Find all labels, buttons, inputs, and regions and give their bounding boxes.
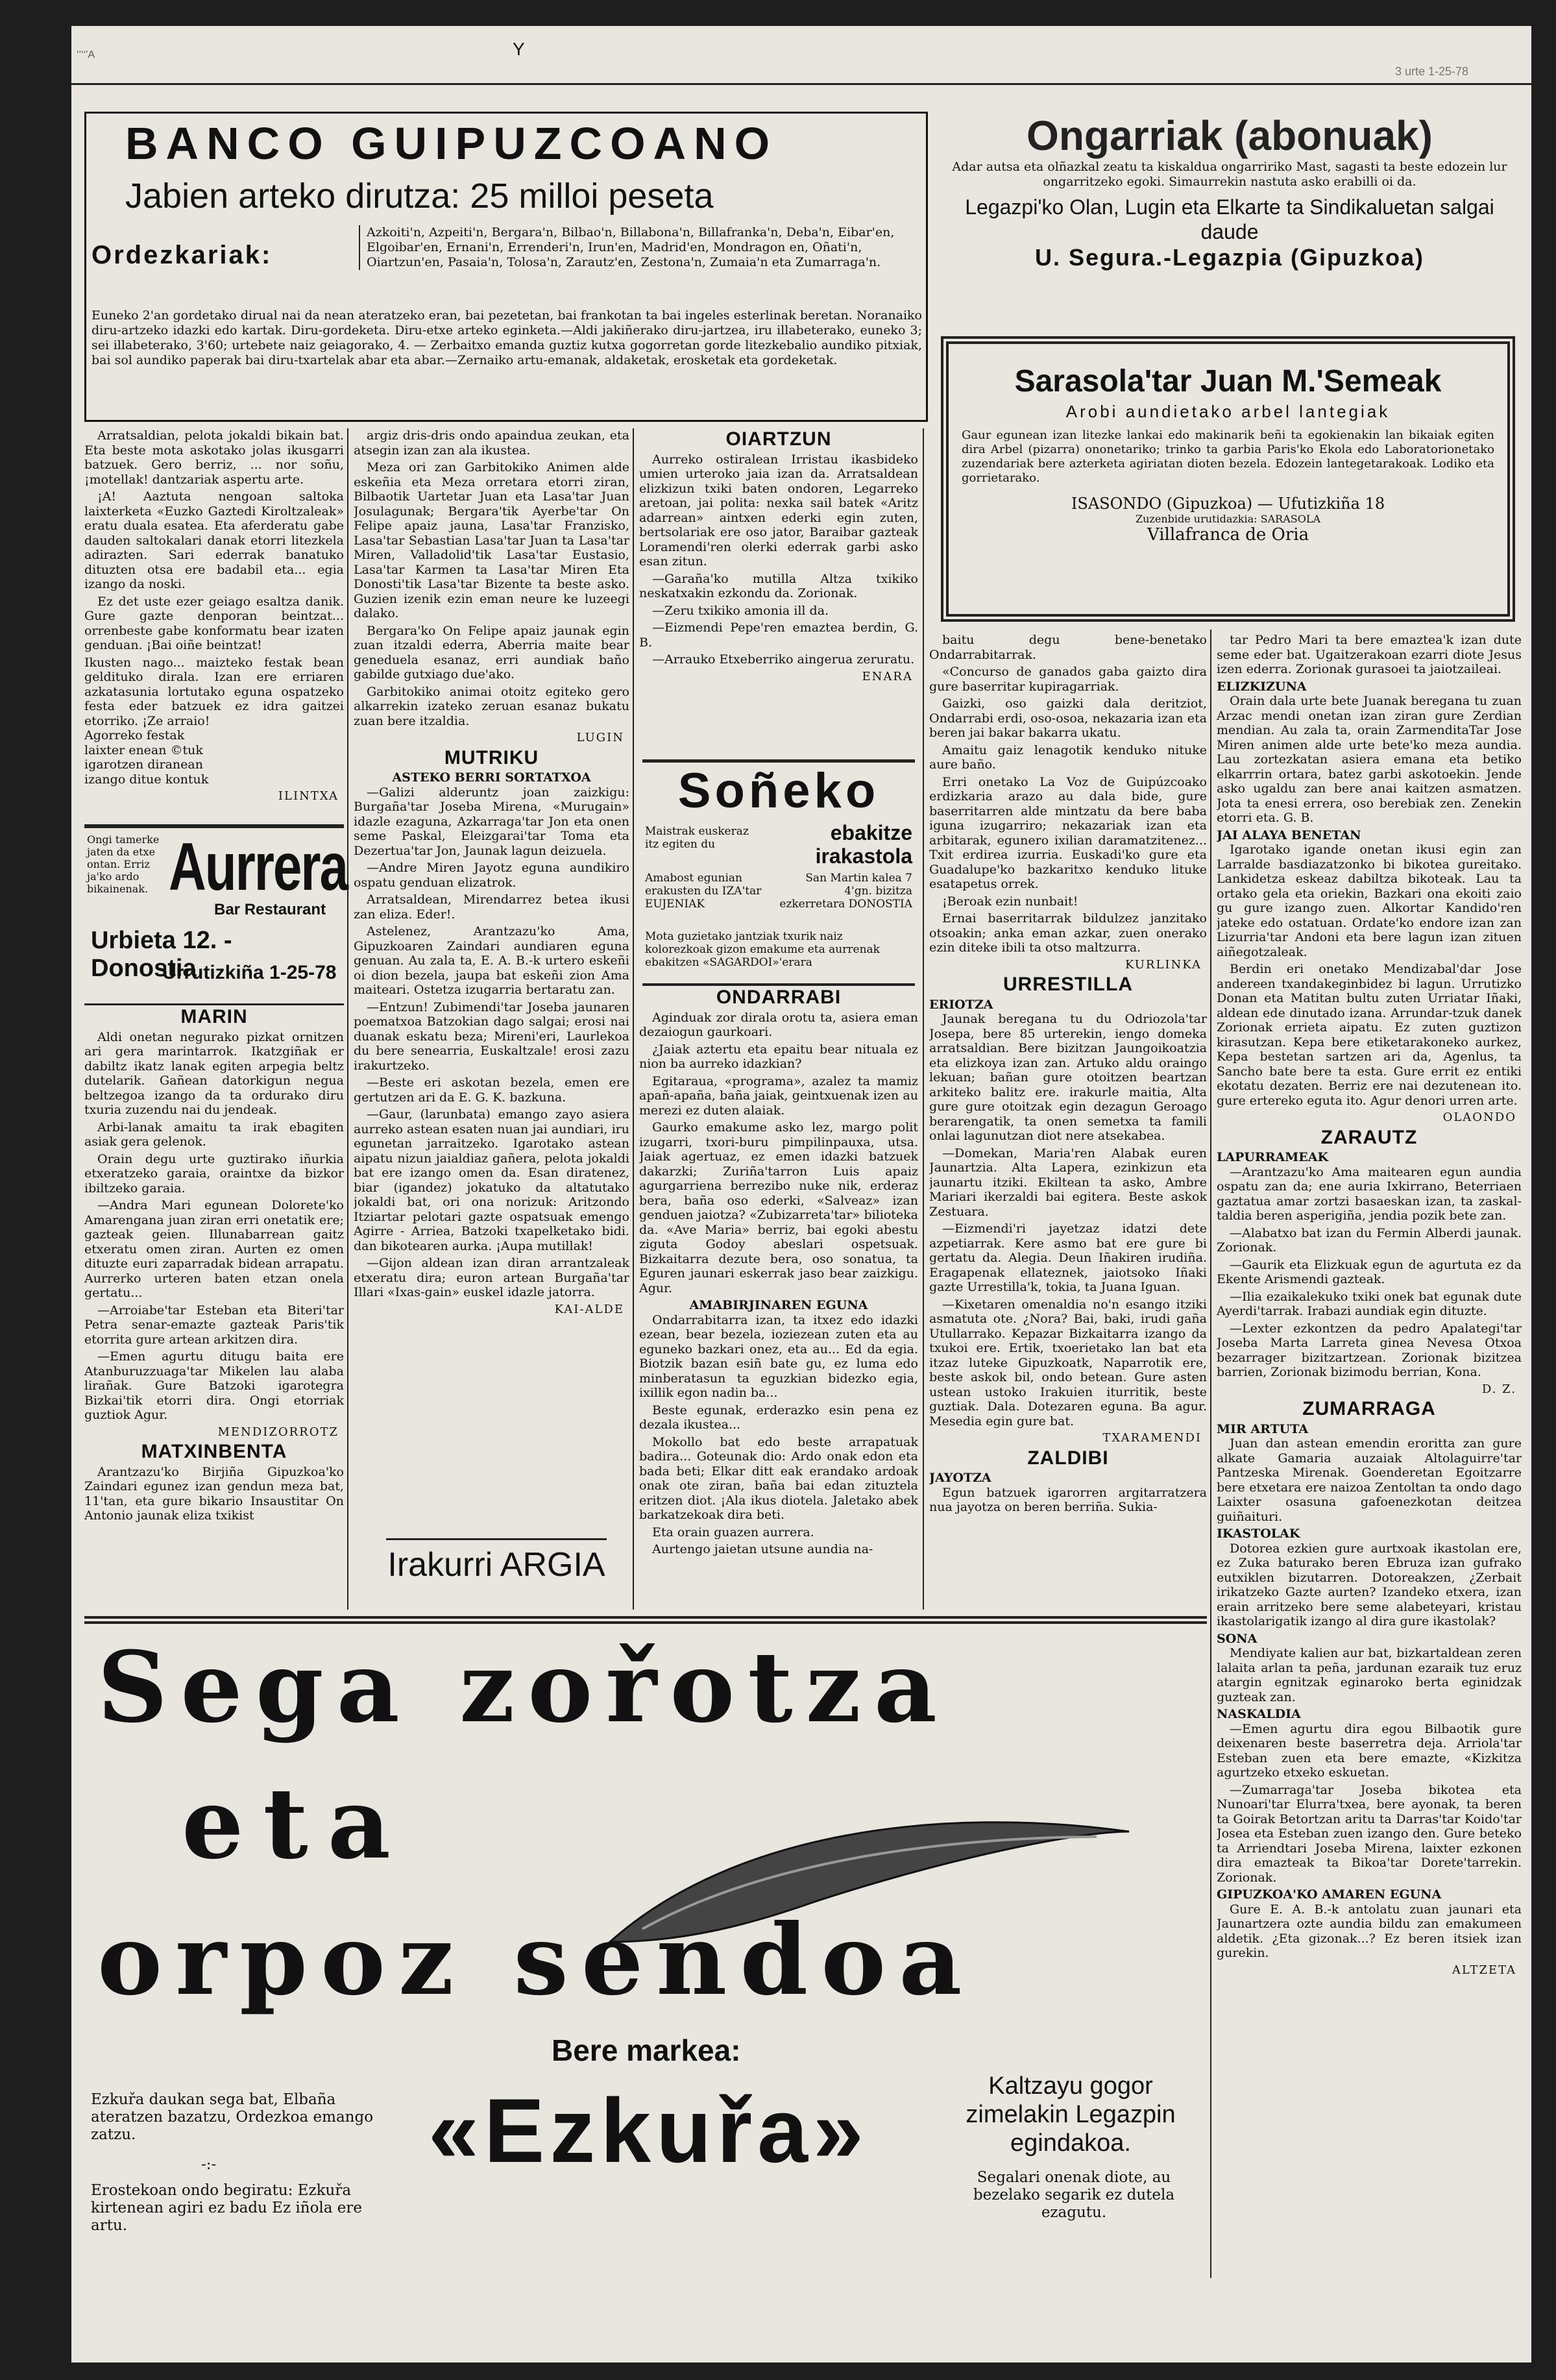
ondarrabi-p7: Mokollo bat edo beste arrapatuak badira... Goteunak dio: Ardo onak edon eta bada beti; Elkar ditt eak erandako ardoak onak ote ziran, baña bai edan zituztela eritzen diot. ¡Ala ikus diotela. Jaletako abek barkatzekoak dira beti. (639, 1434, 918, 1522)
banco-subtitle: Jabien arteko dirutza: 25 milloi peseta (125, 177, 714, 215)
col5-p3: Igarotako igande onetan ikusi egin zan Larralde basdiazatzonko bi bikotea gureitako. Lankidetza eskeaz dabiltza bikoteak. Lau ta ortako gela eta oriekin, Bazkari ona ekoiti zaio gu gure izango zuen. Alkortar Kandido'ren jateke edo ostatuan. Ordate'ko endore izan zan Lizurria'tar Andoni eta bere lagun izan zituen aiñegotzaleak. (1217, 842, 1522, 959)
matxinbenta-p1: Arantzazu'ko Birjiña Gipuzkoa'ko Zaindari egunez izan gendun meza bat, 11'tan, eta gure bikario Insaustitar On Antonio jaunak eliza txikist (84, 1464, 344, 1523)
ondarrabi-p9: Aurtengo jaietan utsune aundia na- (652, 1542, 873, 1556)
ezkura-right1: Kaltzayu gogor zimelakin Legazpin egindakoa. (966, 2072, 1176, 2157)
col1-p2: ¡A! Aaztuta nengoan saltoka laixterketa «Euzko Gaztedi Kiroltzaleak» eratu duala esatea. Eta aferderatu gabe dauden saltokalari danak etorri litezkela adirazten. Sari ederrak banatuko dituzten otsa ere badabil eta... egia izango da noski. (84, 489, 344, 591)
ondarrabi-p4: Gaurko emakume asko lez, margo polit izugarri, txori-buru pimpilinpauxa, utsa. Jaiak agertuaz, ez emen idazki batzuek dakarzki; Zuriña'tarron Luis apaiz agurgarriena berrezibo nuke nik, erderaz bera, baña oso ederki, «Salveaz» izan genduen jaiotza? «Zubizarreta'tar» bilioteka da. «Ave Maria» berriz, bai egoki abestu ziguta Godoy abeslari ospetsuak. Bizkaitarra dezute bera, oso sonatua, ta Eguren jaunari eskerrak jaso bear zaizkigu. Agur. (639, 1120, 918, 1295)
marin-p4: —Andra Mari egunean Dolorete'ko Amarengana juan ziran erri onetatik ere; gazteak geien. Illunabarrean gaitz etxeratu omen ziran. Aurten ez omen dituzte euri zaparradak bidean arrapatu. Aurrerko urteren baten etzan onela gertatu... (84, 1198, 344, 1300)
col1-verse: Ikusten nago... maizteko festak bean geldituko dirala. Izan ere erriaren azkatasunia lortutako eguna ospatzeko festa eder batzuek ez idra gaitzei etorriko. ¡Ze arraio! Agorreko festak laixter enean ©tuk igarotzen diranean izango ditue kontuk (84, 655, 344, 787)
column-5 (1217, 633, 1522, 2275)
ezkura-left2: Erostekoan ondo begiratu: Ezkuřa kirtenean agiri ez badu Ez iñola ere artu. (91, 2182, 363, 2234)
marin-p1: Aldi onetan negurako pizkat ornitzen ari gera marintarrok. Ikatzgiñak er dabiltz ikatz lanak egiten arpegia beltz dutelarik. Gañean datorkigun negua beltzegoa izango da ta ordurako diru txuria zuzendu nai du jendeak. (84, 1029, 344, 1117)
urrestilla-title: URRESTILLA (1003, 974, 1133, 995)
col4-p3: Gaizki, oso gaizki dala deritziot, Ondarrabi erdi, oso-osoa, nekazaria izan eta beren jai bakar bakarra ukatu. (929, 696, 1207, 740)
irakurri-argia: Irakurri ARGIA (386, 1538, 607, 1584)
col1-p1: Arratsaldian, pelota jokaldi bikain bat. Eta beste mota askotako jolas ikusgarri batzuek. Gero berriz, ... nor soñu, ¡motellak! dantzariak aspertu arte. (84, 428, 344, 487)
mutriku-p5: —Entzun! Zubimendi'tar Joseba jaunaren poematxoa Batzokian dago salgai; erosi nai duanak eskatu beza; Mireni'eri, Laurlekoa du bere senearria, Euskaltzale! erosi zazu irakurtzeko. (354, 1000, 629, 1073)
marin-p5: —Arroiabe'tar Esteban eta Biteri'tar Petra senar-emazte gazteak Paris'tik etorrita gure artean arkitzen dira. (84, 1303, 344, 1347)
oiartzun-p1: Aurreko ostiralean Irristau ikasbideko umien urteroko jaia izan da. Arratsaldean elizkizun txiki baten ondoren, Legarreko aretoan, jai polita: nexka sail batek «Aritz adarrean» aintxen ederki egin zuten, bertsolariak ere oso jator, Baraibar gazteak Loramendi'ren olerki ederrak garbi asko esan zitun. (639, 452, 918, 569)
ondarrabi-p3: Egitaraua, «programa», azalez ta mamiz apañ-apaña, baña jaiak, geintxuenak izen au merezi ez duten alaiak. (639, 1073, 918, 1118)
col4-sign: KURLINKA (1124, 957, 1202, 972)
ongarriak-title: Ongarriak (abonuak) (1027, 112, 1433, 159)
col4-p4: Amaitu gaiz lenagotik kenduko nituke aure baño. (929, 742, 1207, 772)
soneko-ad (642, 759, 915, 986)
col1-sign: ILINTXA (278, 789, 339, 803)
aurrera-ad (84, 824, 348, 1005)
zumarraga-p6: Gure E. A. B.-k antolatu zuan jaunari eta Jaunartzera ozte aundia bildu zan emakumeen aldetik. ¿Eta gizonak...? Ez beren itsiek izan gurekin. (1217, 1902, 1522, 1960)
mutriku-p8: —Gijon aldean izan diran arrantzaleak etxeratu dira; euron artean Burgaña'tar Illari «Ixas-gain» euskel idazle jatorra. (354, 1256, 629, 1299)
column-rule-3 (923, 428, 924, 1610)
banco-body: Euneko 2'an gordetako dirual nai da nean ateratzeko eran, bai pezetetan, bai frankotan ta bai ingeles esterlinak beretan. Noranaiko diru-artzeko idazki edo kartak. Diru-gordeketa. Diru-etxe arteko eginketa.—Aldi jakiñerako diru-jartzea, iru illabeterako, euneko 3; sei illabeterako, 3'60; urtebete naiz geiagorako, 4. — Zerbaitxo emanda guztiz kutxa gogorretan gorde litezkebalio aundiko pitxiak, bai sol aundiko paperak bai diru-txartelak abar eta abar.—Zernaiko artu-emanak, aldaketak, erosketak eta gordeketak. (91, 308, 922, 367)
ezkura-line3: orpoz sendoa (97, 1903, 975, 2017)
zarautz-p1: —Arantzazu'ko Ama maitearen egun aundia ospatu zan da; ene auria Ixkirrano, Beterriaen gaztatua amar zortzi basaeskan izan, ta zaskal-taldia beren asperigiña, jendia pozik bete zan. (1217, 1164, 1522, 1223)
mutriku-sign: KAI-ALDE (554, 1302, 624, 1316)
zumarraga-title: ZUMARRAGA (1302, 1398, 1436, 1419)
zaldibi-heading: JAYOTZA (929, 1471, 991, 1485)
marin-title: MARIN (180, 1006, 248, 1027)
zarautz-p3: —Gaurik eta Elizkuak egun de agurtuta ez da Ekente Arismendi gazteak. (1217, 1257, 1522, 1286)
col4-p1: baitu degu bene-benetako Ondarrabitarrak. (929, 633, 1207, 662)
mutriku-p1: —Galizi alderuntz joan zaizkigu: Burgaña'tar Joseba Mirena, «Murugain» idazle ezaguna, Azkarraga'tar Jon eta onen seme Paskal, Eleizgarai'tar Toma eta Dezertua'tar Jon, Jaunak lagun deizuela. (354, 785, 629, 858)
ongarriak-line2: Legazpi'ko Olan, Lugin eta Elkarte ta Sindikaluetan salgai daude (965, 195, 1494, 243)
marin-p3: Orain degu urte guztirako iñurkia etxeratzeko garaia, oraintxe da bizkor ibiltzeko garaia. (84, 1151, 344, 1196)
zaldibi-title: ZALDIBI (1027, 1447, 1109, 1469)
masthead-center: Y (513, 39, 525, 59)
oiartzun-p5: —Arrauko Etxeberriko aingerua zeruratu. (652, 652, 915, 667)
marin-p6: —Emen agurtu ditugu baita ere Atanburuzzuaga'tar Mikelen lau alaba lirañak. Gure Batzoki igarotegra Bizkai'tik etorri dira. Ongi etorriak guztiok Agur. (84, 1349, 344, 1422)
column-4 (929, 633, 1207, 1610)
ezkura-line2: eta (182, 1767, 410, 1881)
column-rule-1 (347, 428, 348, 1610)
zumarraga-p1: Juan dan astean emendin eroritta zan gure alkate Gamaria auzaiak Altolaguirre'tar Pantzeska Mirenak. Goenderetan Egoitzarre bere etxetara ere naizoa Zentoltan ta ondo dago Laixter osasuna gafoenezkotan deitzea guiñaituri. (1217, 1436, 1522, 1524)
column-3-bottom (639, 987, 918, 1610)
mutriku-p3: Arratsaldean, Mirendarrez betea ikusi zan eliza. Eder!. (354, 892, 629, 922)
col2-p1: argiz dris-dris ondo apaindua zeukan, eta atsegin izan zan ala ikustea. (354, 428, 629, 458)
aurrera-date: Urrutizkiña 1-25-78 (162, 962, 337, 983)
mutriku-p7: —Gaur, (larunbata) emango zayo asiera aurreko astean esaten nuan jai aundiari, iru egunetan jarraitzeko. Igarotako astean aipatu nizun jaialdiaz gañera, pelota jokaldi bat ere izango omen da. Esan diratenez, biar (igandez) jokatuko da altatutako jokaldi bat, ori ona norizuk: Aritzondo Itziartar pelotari gazte ospatsuak emengo Agirre - Arriea, Batzoki txapelketako bidi. dan bikotearen aurka. ¡Aupa mutillak! (354, 1107, 629, 1253)
col4-p7: Ernai baserritarrak bildulzez janzitako otsoakin; anka eman azkar, zuen onerako ezin diteke ibili ta otso maltzurra. (929, 911, 1207, 955)
sarasola-title: Sarasola'tar Juan M.'Semeak (1014, 364, 1442, 399)
zumarraga-sign: ALTZETA (1452, 1963, 1516, 1977)
zumarraga-heading-3: SONA (1217, 1631, 1258, 1646)
urrestilla-heading: ERIOTZA (929, 997, 993, 1012)
col2-p3: Bergara'ko On Felipe apaiz jaunak egin zuan itzaldi ederra, Aberria maite bear geneduela esanaz, erri aundiak baño gabilde gutxiago due'ako. (354, 623, 629, 681)
ongarriak-line3: U. Segura.-Legazpia (Gipuzkoa) (1034, 244, 1425, 271)
mutriku-p2: —Andre Miren Jayotz eguna aundikiro ospatu genduan elizatrok. (354, 861, 629, 890)
scythe-illustration (603, 1793, 1136, 1961)
soneko-right: San Martin kalea 7 4'gn. bizitza ezkerretara DONOSTIA (779, 872, 912, 911)
oiartzun-p4: —Eizmendi Pepe'ren emaztea berdin, G. B. (639, 620, 918, 650)
sarasola-telegrama: Zuzenbide urutidazkia: SARASOLA (1136, 513, 1320, 525)
col4-p6: ¡Beroak ezin nunbait! (942, 894, 1078, 909)
zarautz-p4: —Ilia ezaikalekuko txiki onek bat egunak dute Ayerdi'tarrak. Irabazi aundiak egin dituzte. (1217, 1289, 1522, 1318)
ezkura-markea: Bere markea: (552, 2033, 741, 2067)
ondarrabi-p6: Beste egunak, erderazko esin pena ez dezala ikustea... (639, 1403, 918, 1432)
column-rule-2 (633, 428, 634, 1610)
zumarraga-heading-2: IKASTOLAK (1217, 1527, 1300, 1541)
soneko-left: Amabost egunian erakusten du IZA'tar EUJENIAK (645, 872, 762, 911)
zarautz-title: ZARAUTZ (1320, 1126, 1418, 1148)
soneko-big: ebakitze irakastola (815, 821, 912, 868)
zumarraga-heading-1: MIR ARTUTA (1217, 1421, 1309, 1436)
banco-ordezkariak-label: Ordezkariak: (91, 241, 273, 269)
mutriku-p6: —Beste eri askotan bezela, emen ere gertutzen ari da E. G. K. bazkuna. (354, 1075, 629, 1105)
sarasola-text: Gaur egunean izan litezke lankai edo makinarik beñi ta egokienakin lan bikaiak egiten dira Arbel (pizarra) ononetariko; trinko ta garbia Paris'ko Ekola edo Laboratorionetako zuzendariak bere azterketa agiriatan dioten bezela. Edozein lantegetarakoak. Lodiko eta gorrietarako. (962, 428, 1494, 485)
zumarraga-heading-5: GIPUZKOA'KO AMAREN EGUNA (1217, 1887, 1442, 1902)
banco-name: BANCO GUIPUZCOANO (125, 118, 778, 169)
marin-sign: MENDIZORROTZ (217, 1425, 339, 1439)
ezkura-line1: Sega zořotza (97, 1630, 951, 1745)
zarautz-sign: D. Z. (1481, 1382, 1516, 1396)
zumarraga-p3: Mendiyate kalien aur bat, bizkartaldean zeren lalaita arlan ta peña, jardunan ezaraik tuz eruz atargin egnitzak eginaroko berta eginidzak guzteak zan. (1217, 1646, 1522, 1704)
masthead-right: 3 urte 1-25-78 (1395, 65, 1469, 78)
col2-sign: LUGIN (576, 731, 624, 744)
col2-p4: Garbitokiko animai otoitz egiteko gero alkarrekin izateko zeruan esanaz bukatu zuan bere itzaldia. (354, 684, 629, 728)
col4-p5: Erri onetako La Voz de Guipúzcoako erdizkaria arazo au dala bide, gure baserritarren alde mintzatu da bere baba iguna izugarriro; nekazariak izan eta arbitarak, egunero ixilian daramatzitenez... Txit erdirea izurria. Euskadi'ko gure eta Guadalupe'ko bazkaritxo kenduko lituke esatapetus orrek. (929, 774, 1207, 891)
mutriku-p4: Astelenez, Arantzazu'ko Ama, Gipuzkoaren Zaindari aundiaren eguna genuan. Au zala ta, E. A. B.-k urtero eskeñi oi dion bezela, jaupa bat eskeñi zion Ama maiteari. Ostetza izugarria bertaratu zan. (354, 924, 629, 997)
ondarrabi-title: ONDARRABI (716, 987, 842, 1008)
mutriku-title: MUTRIKU (444, 746, 539, 768)
matxinbenta-title: MATXINBENTA (141, 1441, 287, 1462)
soneko-small: Maistrak euskeraz itz egiten du (645, 825, 749, 851)
urrestilla-p1: Jaunak beregana tu du Odriozola'tar Josepa, bere 85 urterekin, iengo domeka arratsaldian. Bere bizitzan Jaungoikoatzia eta elizkoya izan zan. Artuko aldu oraingo lekuan; bañan gure otoitzen beartzan arkiteko balitz ere. irakurle maitia, Alta gure gure otoitzak egin dezagun Geroago berarengatik, ta onen semetxa ta famili onlai lagunutzan diot nere atsekabea. (929, 1012, 1207, 1143)
soneko-bottom: Mota guzietako jantziak txurik naiz kolorezkoak gizon emakume eta aurrenak ebakitzen «SAGARDOI»'erara (645, 930, 880, 969)
col5-heading-1: ELIZKIZUNA (1217, 679, 1307, 694)
col2-p2: Meza ori zan Garbitokiko Animen alde eskeñia eta Meza orretara etorri ziran, Bilbaotik Uartetar Juan eta Lasa'tar Juan Josulagunak; Bergara'tik Ayerbe'tar On Felipe apaiz jauna, Lasa'tar Franzisko, Lasa'tar Sebastian Lasa'tar Juan ta Lasa'tar Miren, Valladolid'tik Lasa'tar Eustasio, Lasa'tar Karmen ta Lasa'tar Miren Eta Donosti'tik Lasa'tar Bizente ta beste asko. Guzien izenik ezin eman neure ke luzeegi dalako. (354, 460, 629, 620)
col5-heading-2: JAI ALAYA BENETAN (1217, 828, 1361, 842)
oiartzun-sign: ENARA (862, 669, 913, 683)
marin-p2: Arbi-lanak amaitu ta irak ebagiten asiak gera gelenok. (84, 1120, 344, 1149)
ezkura-right2: Segalari onenak diote, au bezelako segarik ez dutela ezagutu. (973, 2169, 1175, 2221)
sarasola-ad (941, 336, 1515, 622)
col5-p1: tar Pedro Mari ta bere emaztea'k izan dute seme eder bat. Ugaitzerakoan ezarri diote Jesus izen ederra. Zorionak gurasoei ta jaiotzaileai. (1217, 633, 1522, 676)
zaldibi-p1: Egun batzuek igarorren argitarratzera nua jayotza on beren berriña. Sukia- (929, 1485, 1207, 1514)
ezkura-ad (84, 1616, 1207, 2273)
mutriku-heading: ASTEKO BERRI SORTATXOA (392, 770, 591, 785)
zumarraga-p5: —Zumarraga'tar Joseba bikotea eta Nunoari'tar Elurra'txea, bere ayonak, ta beren ta Goirak Betortzan aritu ta Darras'tar Koido'tar Josea eta Esteban zuen izango den. Gure beteko ta Arriendtari Joseba Mirena, laixter ezkonen dira emazteak ta Bikoa'tar Dorete'tarrekin. Zorionak. (1217, 1782, 1522, 1885)
banco-ordezkariak-text: Azkoiti'n, Azpeiti'n, Bergara'n, Bilbao'n, Billabona'n, Billafranka'n, Deba'n, Eibar'en, Elgoibar'en, Ernani'n, Errenderi'n, Irun'en, Madrid'en, Mondragon en, Oñati'n, Oiartzun'en, Pasaia'n, Tolosa'n, Zarautz'en, Zestona'n, Zumaia'n eta Zumarraga'n. (359, 225, 925, 270)
oiartzun-p3: —Zeru txikiko amonia ill da. (652, 603, 829, 618)
newspaper-page (71, 26, 1531, 2362)
zarautz-p2: —Alabatxo bat izan du Fermin Alberdi jaunak. Zorionak. (1217, 1225, 1522, 1255)
column-rule-4 (1210, 630, 1211, 2278)
aurrera-sub: Bar Restaurant (214, 901, 326, 918)
aurrera-brand: Aurrera (169, 829, 348, 904)
ondarrabi-heading: AMABIRJINAREN EGUNA (689, 1298, 868, 1312)
ezkura-left-sep: -:- (201, 2156, 217, 2173)
col1-p3: Ez det uste ezer geiago esaltza danik. Gure gazte denporan beintzat... orrenbeste gabe konformatu bear izaten genduan. ¡Bai oiñe beintzat! (84, 594, 344, 652)
column-1-top (84, 428, 344, 818)
zarautz-heading: LAPURRAMEAK (1217, 1150, 1329, 1164)
banco-ad (84, 112, 928, 422)
soneko-title: Soñeko (677, 763, 880, 818)
zarautz-p5: —Lexter ezkontzen da pedro Apalategi'tar Joseba Marta Larreta ginea Nevesa Otxoa bezarrager bizitzartzean. Zorionak bizitzea barrien, Zorionak bizimodu berrian, Kona. (1217, 1321, 1522, 1379)
ezkura-left1: Ezkuřa daukan sega bat, Elbaña ateratzen bazatzu, Ordezkoa emango zatzu. (91, 2091, 374, 2143)
urrestilla-p3: —Eizmendi'ri jayetzaz idatzi dete azpetiarrak. Kere asmo bat ere gure bi gertatu da. Alegia. Deun Iñakiren irudiña. Eragapenak ellateznek, jaiotsoko Iñaki gazte Urrestilla'k, tokia, ta Juana Iguan. (929, 1221, 1207, 1294)
col5-sign: OLAONDO (1442, 1110, 1516, 1124)
oiartzun-p2: —Garaña'ko mutilla Altza txikiko neskatxakin ezkondu da. Zorionak. (639, 571, 918, 600)
col4-p2: «Concurso de ganados gaba gaizto dira gure baserritar kupiragarriak. (929, 665, 1207, 694)
zumarraga-p4: —Emen agurtu dira egou Bilbaotik gure deixenaren beste baserretra deja. Arriola'tar Esteban zuen eta bere emazte, «Kizkitza agurtzeko etxeko eskuetan. (1217, 1721, 1522, 1780)
ondarrabi-p1: Aginduak zor dirala orotu ta, asiera eman dezaiogun gaurkoari. (639, 1010, 918, 1039)
ondarrabi-p8: Eta orain guazen aurrera. (652, 1525, 814, 1540)
urrestilla-p2: —Domekan, Maria'ren Alabak euren Jaunartzia. Alta Lapera, ezinkizun eta jaunartu itziki. Ekiltean ta asko, Ambre Mariari ikerzaldi bai egitera. Beste askok Zestuara. (929, 1146, 1207, 1219)
zumarraga-heading-4: NASKALDIA (1217, 1707, 1301, 1721)
col5-p4: Berdin eri onetako Mendizabal'dar Jose andereen txandakeginbidez bi lagun. Urrutizko Donan eta Matitan bultu zuten Urriatar Iñaki, aldean ede dinutado izana. Arrundar-tzuk danek Zorionak errieta aipatu. Ez zuten guztizon kirasutzan. Kepa bere etiketarakoneko aurkez, Kepa bestetan sartzen ari da, Agenlus, ta Sancho bate bere ta esta. Gure errit ez entiki ekotatu dezaten. Berriz ere nai dezutenean ito. gure ertereko eguta ito. Agur denori urren arte. (1217, 962, 1522, 1108)
column-1-bottom (84, 1006, 344, 1610)
sarasola-subtitle: Arobi aundietako arbel lantegiak (1065, 402, 1391, 421)
zumarraga-p2: Dotorea ezkien gure aurtxoak ikastolan ere, ez Zuka baturako beren Ebruza izan gufrako eutxiklen bizutarren. Dotoreakzen, ¿Zerbait irikatzeko Gazte aurten? Izandeko etxera, izan erain arritzeko bere seme alabeteyari, kristau ikastolarigatik izango al dira gure ikastolak? (1217, 1541, 1522, 1628)
aurrera-street: Urbieta 12. - Donostia (91, 927, 232, 982)
column-3-top (639, 428, 918, 759)
top-rule (71, 83, 1531, 85)
urrestilla-sign: TXARAMENDI (1102, 1431, 1202, 1445)
aurrera-small: Ongi tamerke jaten da etxe ontan. Erriz ja'ko ardo bikainenak. (87, 833, 160, 895)
ongarriak-ad (941, 112, 1518, 326)
ongarriak-text: Adar autsa eta olñazkal zeatu ta kiskaldua ongarririko Mast, sagasti ta beste edozein lur ongarritzeko egoki. Simaurrekin nastuta asko erabilli oi da. (952, 160, 1507, 189)
sarasola-address: ISASONDO (Gipuzkoa) — Ufutizkiña 18 (1071, 495, 1385, 513)
col5-p2: Orain dala urte bete Juanak beregana tu zuan Arzac mendi onetan izan ziran gure Zerdian mendian. Au zala ta, orain ZarmenditaTar Jose Miren animen alde urte bete'ko meza aundia. Lau zortezkatan asiera emana eta betiko elkarrrin ortara, batez garbi askotoekin. Jende asko ugaldu zan bere anai kaitzen asmatzen. Jota ta enesi errera, oso berebiak zen. Zenekin etorri eta. G. B. (1217, 694, 1522, 825)
column-2 (354, 428, 629, 1610)
oiartzun-title: OIARTZUN (725, 428, 832, 450)
ondarrabi-p5: Ondarrabitarra izan, ta itxez edo idazki ezean, bear bezela, ioziezean zuten eta au eguneko bazkari onez, eta au... Ed da egia. Biotzik bazan esiñ bate gu, ez luma edo minberatasun ta eguzkian bidezko egia, ixillik egon nadin ba... (639, 1312, 918, 1400)
masthead-left: ‘’‘‘’A (77, 49, 95, 60)
urrestilla-p4: —Kixetaren omenaldia no'n esango itziki asmatuta ote. ¿Nora? Bai, baki, irudi gaña Utullarrako. Kepazar Bizkaitarra izango da txukoi ere. Ertik, txoerietako lan bat eta itzaz luteke Gipuzkoatk, Naparrotik ere, beste askok bil, ondo betean. Gure asten ustean ustoko Irakuien iturritik, beste guztiak. Dala. Dotezaren eguna. Ba agur. Mesedia egin gure bat. (929, 1297, 1207, 1429)
ezkura-brand: «Ezkuřa» (428, 2079, 869, 2181)
ondarrabi-p2: ¿Jaiak aztertu eta epaitu bear nituala ez nion ba aurreko idazkian? (639, 1042, 918, 1071)
sarasola-city: Villafranca de Oria (1147, 525, 1309, 545)
